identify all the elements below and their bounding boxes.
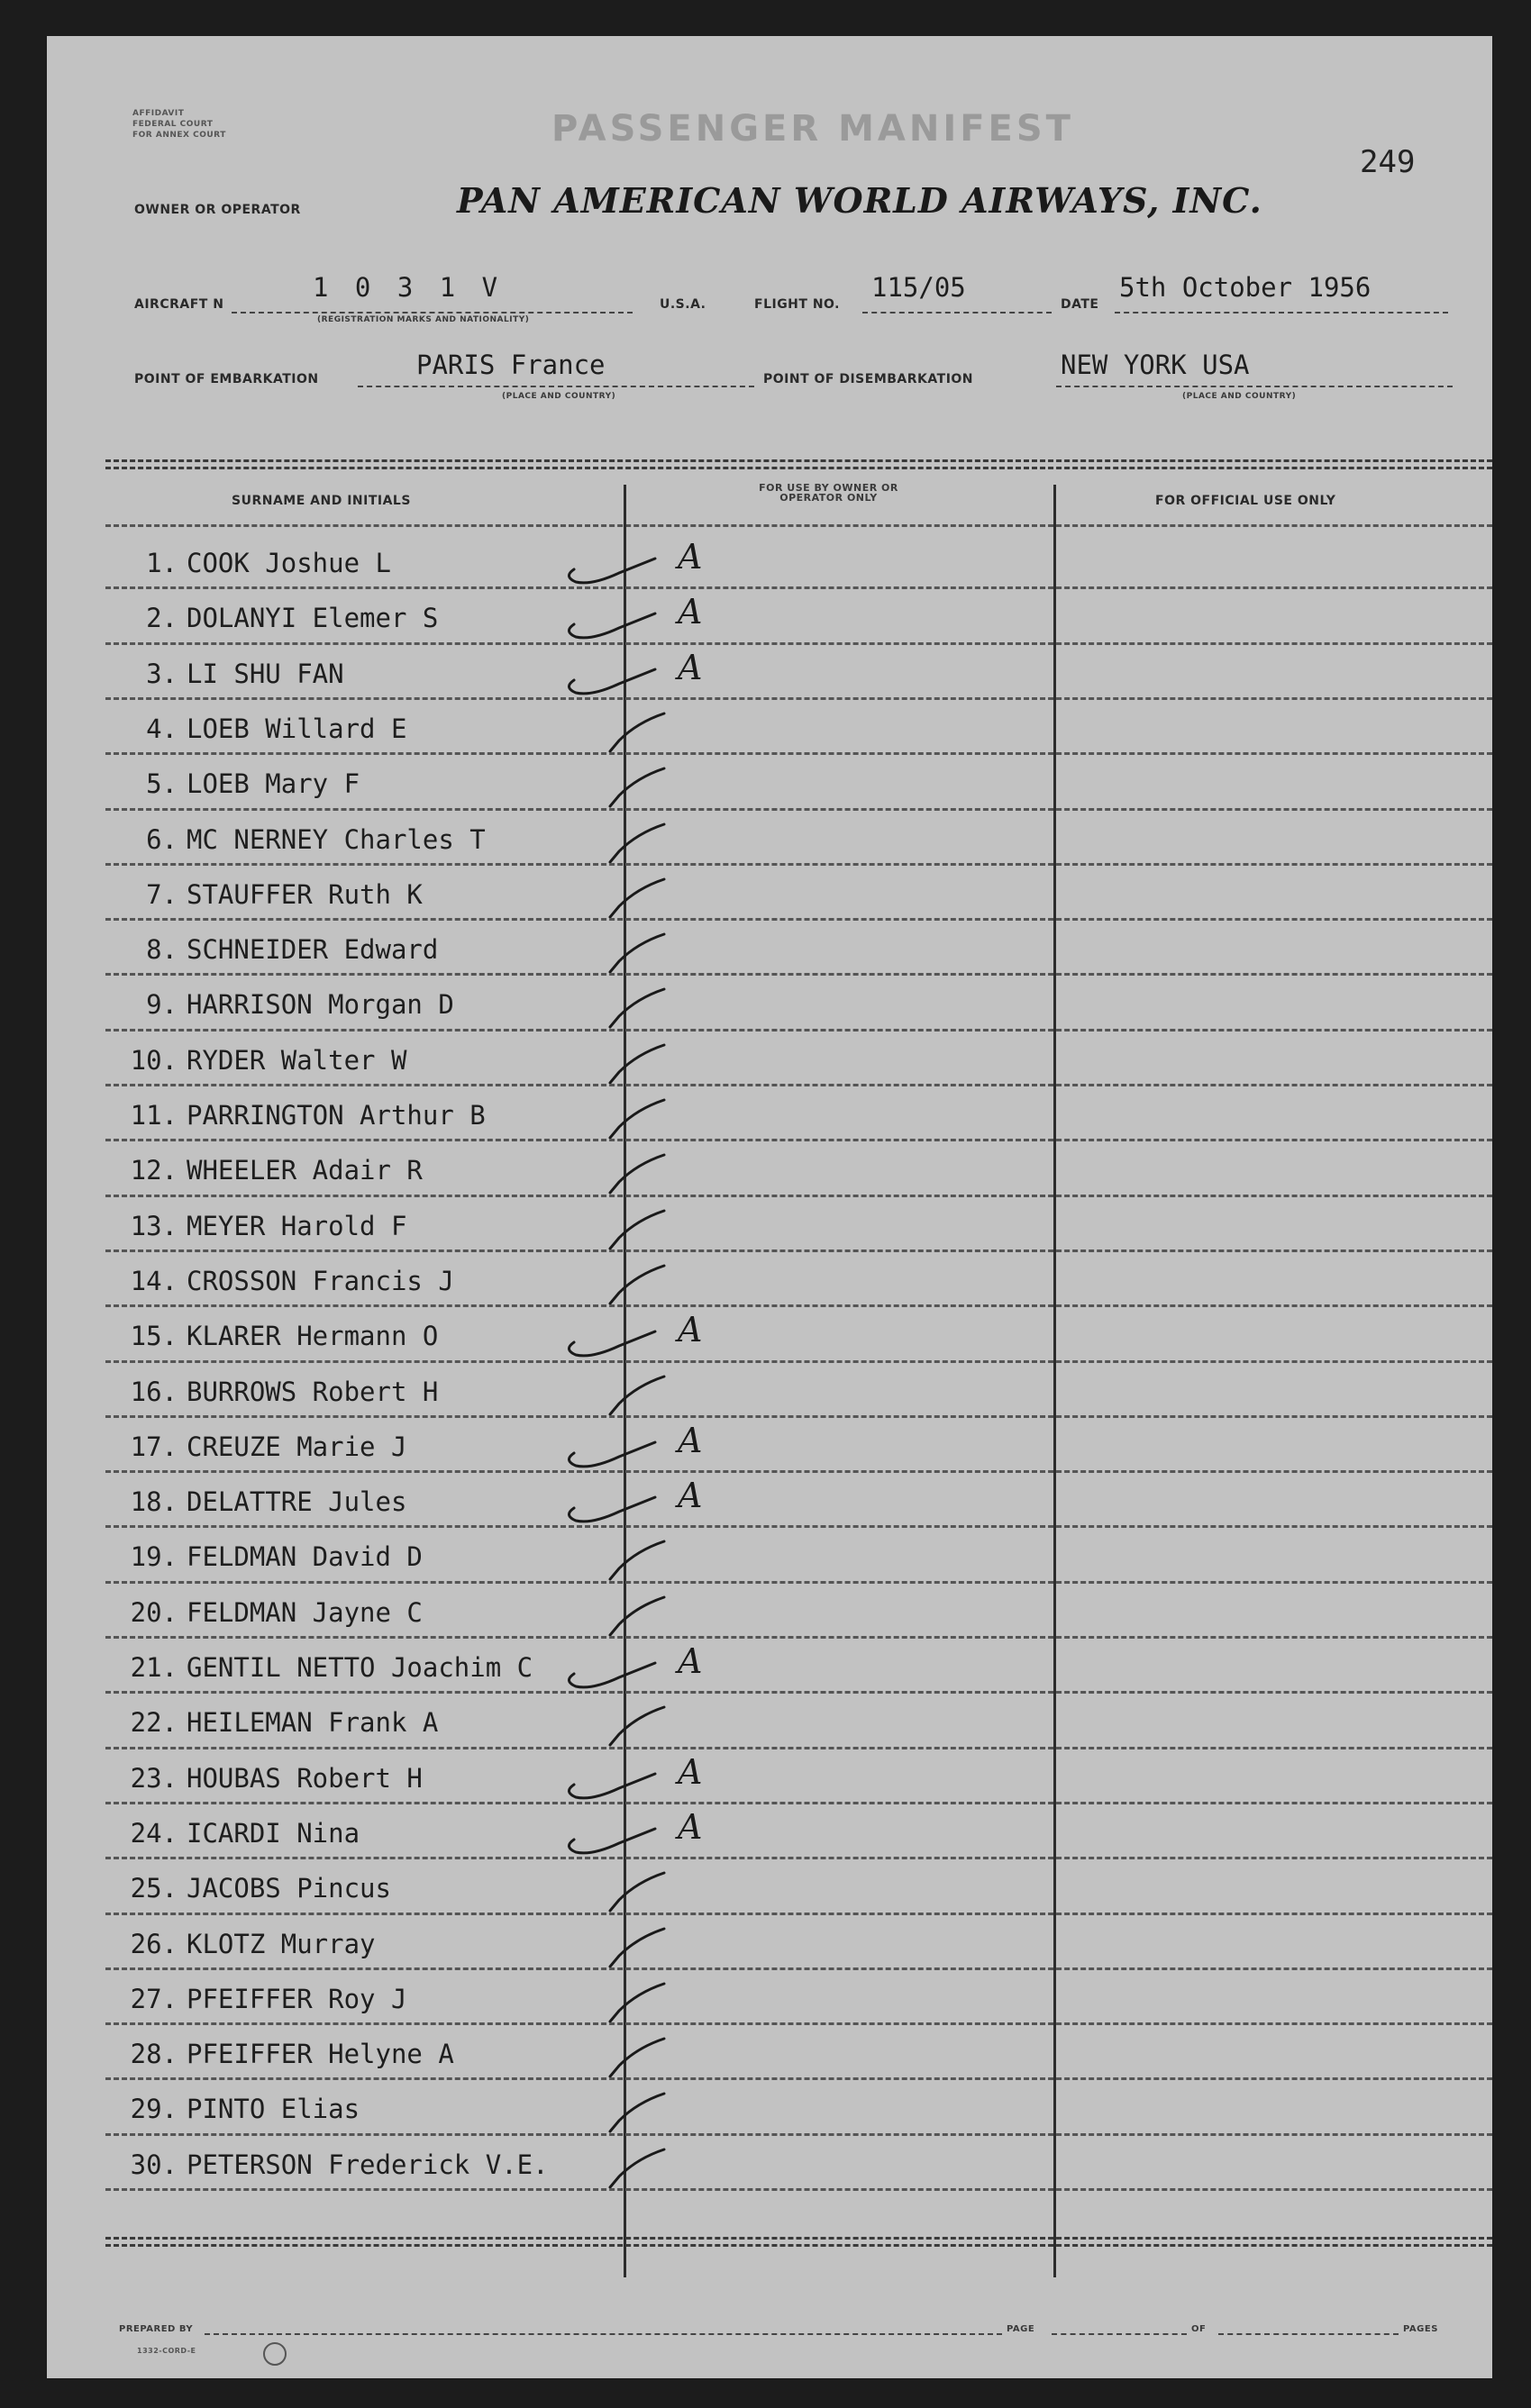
row-rule (105, 1802, 1492, 1804)
row-rule (105, 808, 1492, 811)
row-number: 10. (130, 1044, 178, 1076)
form-code: 1332-CORD-E (137, 2347, 196, 2355)
row-rule (105, 752, 1492, 755)
row-number: 29. (130, 2094, 178, 2125)
row-rule (105, 1360, 1492, 1363)
passenger-name: PFEIFFER Roy J (187, 1983, 407, 2014)
row-rule (105, 1747, 1492, 1749)
passenger-name: KLOTZ Murray (187, 1928, 376, 1959)
header-rule (105, 524, 1492, 527)
row-number: 2. (146, 603, 178, 634)
passenger-name: PINTO Elias (187, 2094, 360, 2125)
row-number: 4. (146, 713, 178, 744)
check-mark-icon (601, 1975, 763, 2029)
aircraft-label: AIRCRAFT N (134, 297, 224, 312)
passenger-name: LOEB Willard E (187, 713, 407, 744)
row-number: 28. (130, 2039, 178, 2070)
row-rule (105, 1636, 1492, 1639)
passenger-name: CROSSON Francis J (187, 1265, 454, 1296)
passenger-name: RYDER Walter W (187, 1044, 407, 1076)
passenger-name: ICARDI Nina (187, 1817, 360, 1849)
stamp-line: AFFIDAVIT (132, 109, 185, 118)
row-rule (105, 1415, 1492, 1418)
passenger-name: SCHNEIDER Edward (187, 934, 439, 966)
row-number: 16. (130, 1376, 178, 1407)
passenger-name: LOEB Mary F (187, 768, 360, 800)
column-header-name: SURNAME AND INITIALS (232, 494, 411, 508)
row-number: 9. (146, 989, 178, 1021)
row-rule (105, 2188, 1492, 2191)
flight-underline (862, 312, 1052, 313)
check-mark-icon (601, 1920, 763, 1974)
row-rule (105, 2133, 1492, 2136)
row-number: 13. (130, 1210, 178, 1241)
row-rule (105, 1967, 1492, 1970)
passenger-name: HOUBAS Robert H (187, 1762, 423, 1794)
row-number: 22. (130, 1707, 178, 1739)
check-mark-icon (601, 2085, 763, 2139)
check-mark-icon (601, 1036, 763, 1090)
row-number: 23. (130, 1762, 178, 1794)
row-number: 17. (130, 1431, 178, 1462)
table-top-rule (105, 459, 1492, 469)
aircraft-sublabel: (REGISTRATION MARKS AND NATIONALITY) (317, 315, 530, 324)
row-number: 15. (130, 1321, 178, 1352)
row-rule (105, 863, 1492, 866)
manifest-sheet (47, 36, 1492, 2378)
passenger-name: MC NERNEY Charles T (187, 823, 486, 855)
embark-underline (358, 386, 754, 387)
row-rule (105, 1195, 1492, 1197)
embark-sublabel: (PLACE AND COUNTRY) (502, 392, 616, 401)
passenger-name: PETERSON Frederick V.E. (187, 2149, 549, 2180)
row-number: 1. (146, 548, 178, 578)
flight-value: 115/05 (871, 272, 966, 303)
row-rule (105, 1581, 1492, 1584)
passenger-name: STAUFFER Ruth K (187, 878, 423, 910)
passenger-name: HARRISON Morgan D (187, 989, 454, 1021)
row-number: 27. (130, 1983, 178, 2014)
passenger-name: KLARER Hermann O (187, 1321, 439, 1352)
stamp-line: FOR ANNEX COURT (132, 131, 226, 140)
check-mark-icon (601, 1698, 763, 1752)
column-header-owner-use: FOR USE BY OWNER OR OPERATOR ONLY (759, 482, 898, 504)
row-number: 14. (130, 1265, 178, 1296)
row-rule (105, 1913, 1492, 1915)
seal-icon (263, 2342, 287, 2366)
approval-mark: A (678, 1476, 703, 1516)
page-underline (1052, 2333, 1187, 2335)
row-number: 7. (146, 878, 178, 910)
stamp-block (132, 108, 226, 141)
aircraft-value: 1 0 3 1 V (313, 272, 504, 303)
check-mark-icon (601, 1368, 763, 1422)
row-rule (105, 642, 1492, 645)
passenger-name: FELDMAN Jayne C (187, 1596, 423, 1628)
check-mark-icon (601, 1588, 763, 1642)
flight-label: FLIGHT NO. (754, 297, 840, 312)
prepared-underline (205, 2333, 1002, 2335)
row-rule (105, 1525, 1492, 1528)
approval-mark: A (678, 1751, 703, 1792)
row-rule (105, 1304, 1492, 1307)
table-bottom-rule (105, 2237, 1492, 2247)
aircraft-underline (232, 312, 633, 313)
check-mark-icon (601, 1864, 763, 1918)
passenger-name: DELATTRE Jules (187, 1486, 407, 1518)
row-rule (105, 1857, 1492, 1859)
passenger-name: WHEELER Adair R (187, 1155, 423, 1186)
passenger-name: PARRINGTON Arthur B (187, 1100, 486, 1131)
row-rule (105, 1470, 1492, 1473)
row-number: 3. (146, 658, 178, 689)
owner-label: OWNER OR OPERATOR (134, 203, 301, 217)
passenger-name: LI SHU FAN (187, 658, 344, 689)
row-number: 19. (130, 1541, 178, 1573)
passenger-name: GENTIL NETTO Joachim C (187, 1652, 533, 1683)
nationality: U.S.A. (660, 297, 706, 312)
check-mark-icon (601, 1146, 763, 1200)
of-underline (1218, 2333, 1399, 2335)
approval-mark: A (678, 1806, 703, 1847)
check-mark-icon (601, 1532, 763, 1586)
approval-mark: A (678, 1310, 703, 1350)
approval-mark: A (678, 537, 703, 577)
approval-mark: A (678, 647, 703, 687)
passenger-name: BURROWS Robert H (187, 1376, 439, 1407)
approval-mark: A (678, 1641, 703, 1681)
row-number: 25. (130, 1873, 178, 1904)
passenger-name: FELDMAN David D (187, 1541, 423, 1573)
passenger-name: JACOBS Pincus (187, 1873, 391, 1904)
row-number: 26. (130, 1928, 178, 1959)
row-rule (105, 697, 1492, 700)
pages-label: PAGES (1403, 2324, 1438, 2334)
date-underline (1115, 312, 1448, 313)
row-number: 12. (130, 1155, 178, 1186)
passenger-name: COOK Joshue L (187, 548, 391, 578)
date-value: 5th October 1956 (1119, 272, 1372, 303)
page-label: PAGE (1007, 2324, 1035, 2334)
row-rule (105, 1139, 1492, 1141)
passenger-name: CREUZE Marie J (187, 1431, 407, 1462)
row-rule (105, 2077, 1492, 2080)
check-mark-icon (601, 870, 763, 924)
check-mark-icon (601, 815, 763, 869)
row-rule (105, 1691, 1492, 1694)
embark-label: POINT OF EMBARKATION (134, 372, 319, 386)
check-mark-icon (601, 1091, 763, 1145)
row-rule (105, 1029, 1492, 1031)
prepared-label: PREPARED BY (119, 2324, 194, 2334)
page-number: 249 (1360, 144, 1416, 180)
row-number: 18. (130, 1486, 178, 1518)
passenger-name: DOLANYI Elemer S (187, 603, 439, 634)
check-mark-icon (601, 2030, 763, 2084)
row-rule (105, 918, 1492, 921)
embark-value: PARIS France (416, 350, 606, 380)
check-mark-icon (601, 1257, 763, 1311)
disembark-value: NEW YORK USA (1061, 350, 1250, 380)
row-number: 8. (146, 934, 178, 966)
row-rule (105, 2022, 1492, 2025)
row-rule (105, 973, 1492, 976)
passenger-name: MEYER Harold F (187, 1210, 407, 1241)
row-number: 5. (146, 768, 178, 800)
approval-mark: A (678, 1420, 703, 1460)
check-mark-icon (601, 925, 763, 979)
disembark-sublabel: (PLACE AND COUNTRY) (1182, 392, 1297, 401)
row-number: 11. (130, 1100, 178, 1131)
row-rule (105, 1249, 1492, 1252)
disembark-underline (1056, 386, 1453, 387)
passenger-name: PFEIFFER Helyne A (187, 2039, 454, 2070)
stamp-line: FEDERAL COURT (132, 120, 214, 129)
disembark-label: POINT OF DISEMBARKATION (763, 372, 974, 386)
check-mark-icon (601, 1202, 763, 1256)
check-mark-icon (601, 2140, 763, 2194)
check-mark-icon (601, 759, 763, 813)
check-mark-icon (601, 704, 763, 759)
row-number: 20. (130, 1596, 178, 1628)
row-number: 24. (130, 1817, 178, 1849)
passenger-name: HEILEMAN Frank A (187, 1707, 439, 1739)
check-mark-icon (601, 980, 763, 1034)
row-number: 6. (146, 823, 178, 855)
column-header-official-use: FOR OFFICIAL USE ONLY (1155, 494, 1336, 508)
approval-mark: A (678, 592, 703, 632)
of-label: OF (1191, 2324, 1207, 2334)
manifest-title: PASSENGER MANIFEST (551, 108, 1074, 150)
row-rule (105, 1084, 1492, 1086)
owner-value: PAN AMERICAN WORLD AIRWAYS, INC. (457, 180, 1262, 221)
date-label: DATE (1061, 297, 1099, 312)
row-number: 30. (130, 2149, 178, 2180)
row-rule (105, 586, 1492, 589)
row-number: 21. (130, 1652, 178, 1683)
